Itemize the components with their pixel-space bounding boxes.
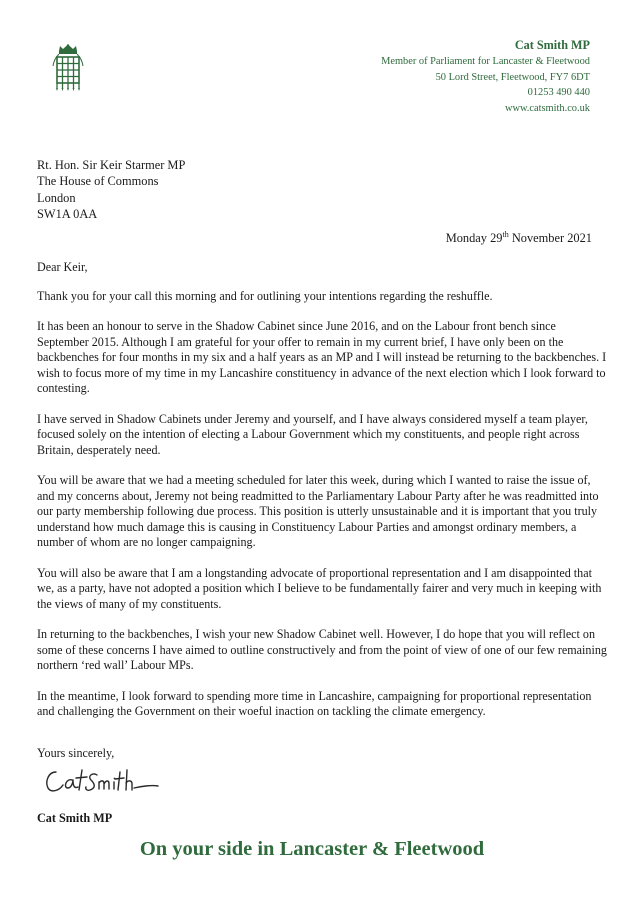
body-paragraph: Thank you for your call this morning and for outlining your intentions regarding the reshuffle. — [37, 288, 493, 303]
portcullis-icon — [50, 44, 86, 92]
sender-role: Member of Parliament for Lancaster & Fleetwood — [381, 56, 590, 67]
sender-phone: 01253 490 440 — [527, 87, 590, 98]
body-paragraph: It has been an honour to serve in the Shadow Cabinet since June 2016, and on the Labour front bench since September 2015. Although I am grateful for your offer to remain in my current brief, I have only been on the backbenches for four months in my six and a half years as an MP and I will instead be returning to the backbenches. I wish to focus more of my time in my Lancashire constituency in advance of the next election which I look forward to contesting. — [37, 319, 607, 395]
sender-block — [381, 37, 590, 116]
body-paragraph: In the meantime, I look forward to spending more time in Lancashire, campaigning for proportional representation and challenging the Government on their woeful inaction on tackling the climate emergency. — [37, 688, 592, 718]
recipient-address — [37, 157, 185, 223]
letter-date — [446, 231, 592, 246]
body-paragraph: You will also be aware that I am a longstanding advocate of proportional representation and I am disappointed that we, as a party, have not adopted a position which I believe to be fundamentally fairer and very much in keeping with the views of many of my constituents. — [37, 565, 602, 611]
body-paragraph: You will be aware that we had a meeting scheduled for later this week, during which I wanted to raise the issue of, and my concerns about, Jeremy not being readmitted to the Parliamentary Labour Party after he was readmitted into our party membership following due process. This position is utterly unsustainable and it is important that you truly understand how much damage this is causing in Constituency Labour Parties and amongst ordinary members, a number of whom are no longer campaigning. — [37, 473, 599, 549]
sender-name: Cat Smith MP — [514, 38, 590, 52]
date-suffix: th — [502, 230, 509, 239]
sender-address: 50 Lord Street, Fleetwood, FY7 6DT — [435, 71, 590, 83]
body-paragraph: I have served in Shadow Cabinets under Jeremy and yourself, and I have always considered myself a team player, focused solely on the intention of electing a Labour Government which my constituents, and people right across Britain, desperately need. — [37, 411, 588, 457]
date-day: Monday 29 — [445, 231, 503, 245]
signatory-name: Cat Smith MP — [37, 811, 113, 825]
sender-website: www.catsmith.co.uk — [504, 102, 590, 114]
recipient-line: SW1A 0AA — [37, 207, 98, 222]
recipient-line: London — [37, 190, 76, 205]
closing: Yours sincerely, — [37, 746, 115, 760]
handwritten-signature — [42, 762, 162, 798]
letter-body — [37, 260, 607, 735]
salutation: Dear Keir, — [37, 260, 88, 274]
recipient-line: Rt. Hon. Sir Keir Starmer MP — [37, 158, 186, 172]
recipient-line: The House of Commons — [37, 174, 159, 189]
date-month-year: November 2021 — [508, 231, 592, 245]
footer-tagline: On your side in Lancaster & Fleetwood — [139, 838, 485, 860]
body-paragraph: In returning to the backbenches, I wish your new Shadow Cabinet well. However, I do hope that you will reflect on some of these concerns I have aimed to outline constructively and from the point of view of one of our few remaining northern ‘red wall’ Labour MPs. — [37, 627, 607, 672]
